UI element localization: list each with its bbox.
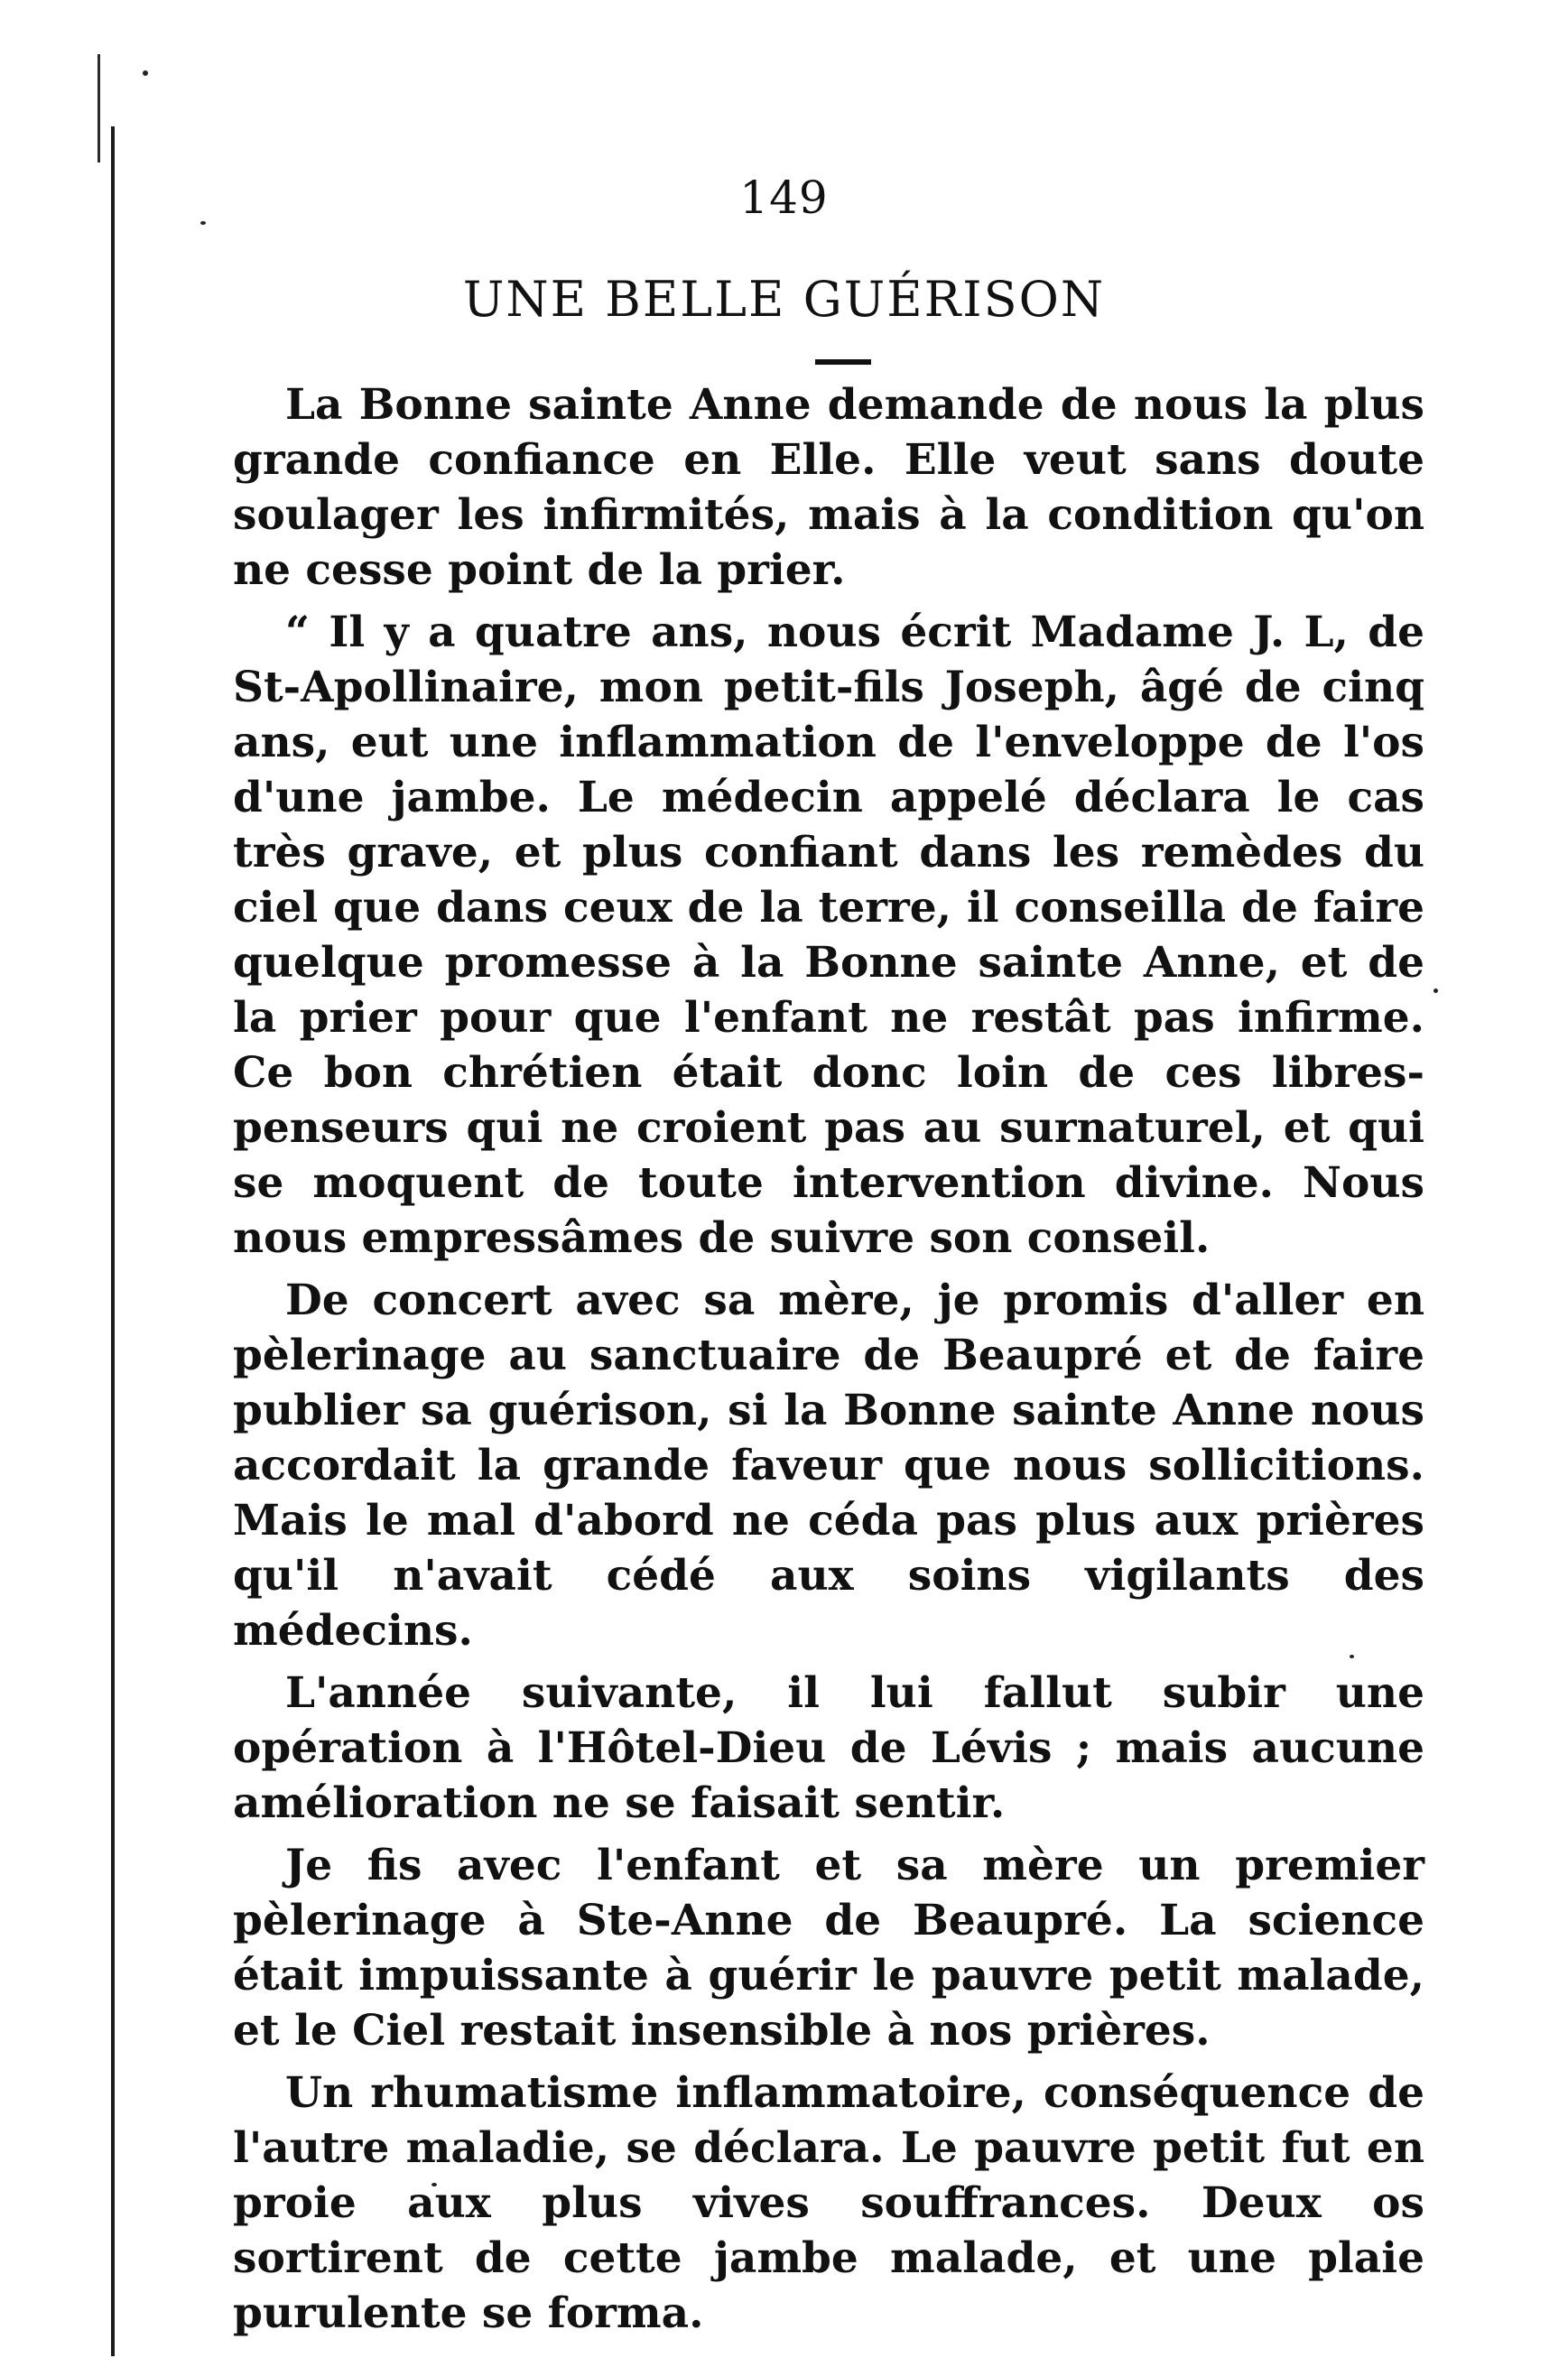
paragraph: L'année suivante, il lui fallut subir une opération à l'Hôtel-Dieu de Lévis ; mais aucune amélioration ne se faisait sentir. — [233, 1668, 1424, 1828]
page-number: 149 — [739, 172, 829, 224]
paragraph: “ Il y a quatre ans, nous écrit Madame J. L, de St-Apollinaire, mon petit-fils Joseph, âgé de cinq ans, eut une inflammation de l'enveloppe de l'os d'une jambe. Le médecin appelé déclara le cas très grave, et plus confiant dans les remèdes du ciel que dans ceux de la terre, il conseilla de faire quelque promesse à la Bonne sainte Anne, et de la prier pour que l'enfant ne restât pas infirme. Ce bon chrétien était donc loin de ces libres-penseurs qui ne croient pas au surnaturel, et qui se moquent de toute intervention divine. Nous nous empressâmes de suivre son conseil. — [233, 608, 1424, 1263]
paragraph: Je fis avec l'enfant et sa mère un premier pèlerinage à Ste-Anne de Beaupré. La science était impuissante à guérir le pauvre petit malade, et le Ciel restait insensible à nos prières. — [233, 1841, 1424, 2056]
paragraph: La Bonne sainte Anne demande de nous la plus grande confiance en Elle. Elle veut sans doute soulager les infirmités, mais à la condition qu'on ne cesse point de la prier. — [233, 380, 1424, 595]
page-gutter-line — [111, 126, 115, 2356]
print-speck — [1433, 989, 1438, 993]
body-text — [233, 377, 1424, 2348]
print-speck — [143, 70, 148, 76]
title-divider — [815, 359, 871, 365]
chapter-title: UNE BELLE GUÉRISON — [462, 271, 1106, 328]
paragraph: De concert avec sa mère, je promis d'aller en pèlerinage au sanctuaire de Beaupré et de faire publier sa guérison, si la Bonne sainte Anne nous accordait la grande faveur que nous sollicitions. Mais le mal d'abord ne céda pas plus aux prières qu'il n'avait cédé aux soins vigilants des médecins. — [233, 1276, 1424, 1656]
page-edge-mark — [97, 54, 100, 162]
paragraph: Un rhumatisme inflammatoire, conséquence de l'autre maladie, se déclara. Le pauvre petit fut en proie aux plus vives souffrances. Deux os sortirent de cette jambe malade, et une plaie purulente se forma. — [233, 2068, 1424, 2338]
